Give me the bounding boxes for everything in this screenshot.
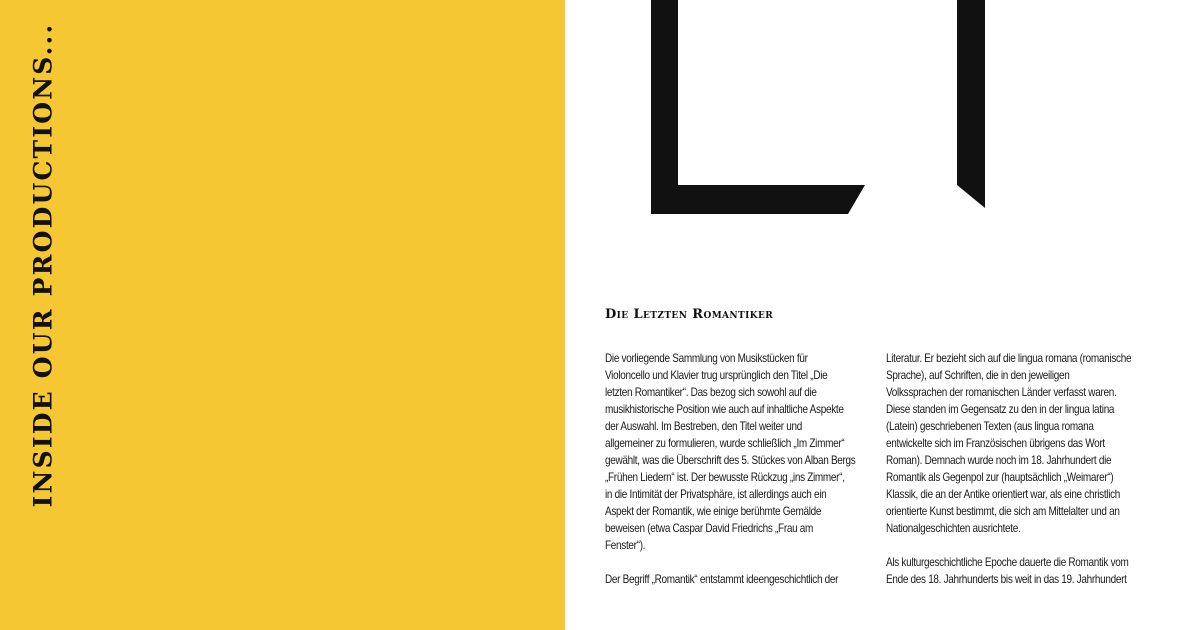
text-line: der Auswahl. Im Bestreben, den Titel weiter und: [605, 420, 803, 433]
text-line: letzten Romantiker“. Das bezog sich sowohl auf die: [605, 386, 817, 399]
text-line: Klassik, die an der Antike orientiert war, als eine christlich: [886, 488, 1121, 501]
text-column-left: [605, 350, 877, 588]
text-line: beweisen (etwa Caspar David Friedrichs „Frau am: [605, 522, 814, 535]
text-line: Sprache), auf Schriften, die in den jeweiligen: [886, 369, 1070, 382]
text-line: Roman). Demnach wurde noch im 18. Jahrhundert die: [886, 454, 1112, 467]
article-title: Die Letzten Romantiker: [605, 307, 774, 322]
paragraph: [886, 350, 1170, 537]
text-line: gewählt, was die Überschrift des 5. Stückes von Alban Bergs: [605, 454, 856, 467]
big-letter-fragment: [957, 0, 985, 208]
paragraph: [605, 571, 877, 588]
text-line: musikhistorische Position wie auch auf inhaltliche Aspekte: [605, 403, 844, 416]
text-line: (Latein) geschriebenen Texten (aus lingua romana: [886, 420, 1094, 433]
text-line: Volkssprachen der romanischen Länder verfasst waren.: [886, 386, 1117, 399]
side-heading: INSIDE OUR PRODUCTIONS...: [28, 22, 58, 508]
big-letter-l: [651, 0, 865, 214]
text-line: orientierte Kunst bestimmt, die sich am Mittelalter und an: [886, 505, 1120, 518]
text-line: Als kulturgeschichtliche Epoche dauerte die Romantik vom: [886, 556, 1129, 569]
paragraph: [886, 554, 1170, 588]
text-column-right: [886, 350, 1170, 588]
text-line: Der Begriff „Romantik“ entstammt ideengeschichtlich der: [605, 573, 839, 586]
text-line: Ende des 18. Jahrhunderts bis weit in das 19. Jahrhundert: [886, 573, 1127, 586]
yellow-side-panel: [0, 0, 565, 630]
text-line: Violoncello und Klavier trug ursprünglich den Titel „Die: [605, 369, 828, 382]
decorative-letterforms: [565, 0, 1200, 230]
text-line: Aspekt der Romantik, wie einige berühmte Gemälde: [605, 505, 822, 518]
text-line: Fenster“).: [605, 539, 646, 552]
paragraph: [605, 350, 877, 554]
text-line: in die Intimität der Privatsphäre, ist allerdings auch ein: [605, 488, 827, 501]
text-line: allgemeiner zu formulieren, wurde schließlich „Im Zimmer“: [605, 437, 845, 450]
text-line: Literatur. Er bezieht sich auf die lingua romana (romanische: [886, 352, 1132, 365]
text-line: Nationalgeschichten ausrichtete.: [886, 522, 1021, 535]
text-line: Romantik als Gegenpol zur (hauptsächlich „Weimarer“): [886, 471, 1114, 484]
text-line: „Frühen Liedern“ ist. Der bewusste Rückzug „ins Zimmer“,: [605, 471, 845, 484]
text-line: Diese standen im Gegensatz zu den in der lingua latina: [886, 403, 1115, 416]
text-line: Die vorliegende Sammlung von Musikstücken für: [605, 352, 808, 365]
article-page: [565, 0, 1200, 630]
text-line: entwickelte sich im Französischen übrigens das Wort: [886, 437, 1105, 450]
